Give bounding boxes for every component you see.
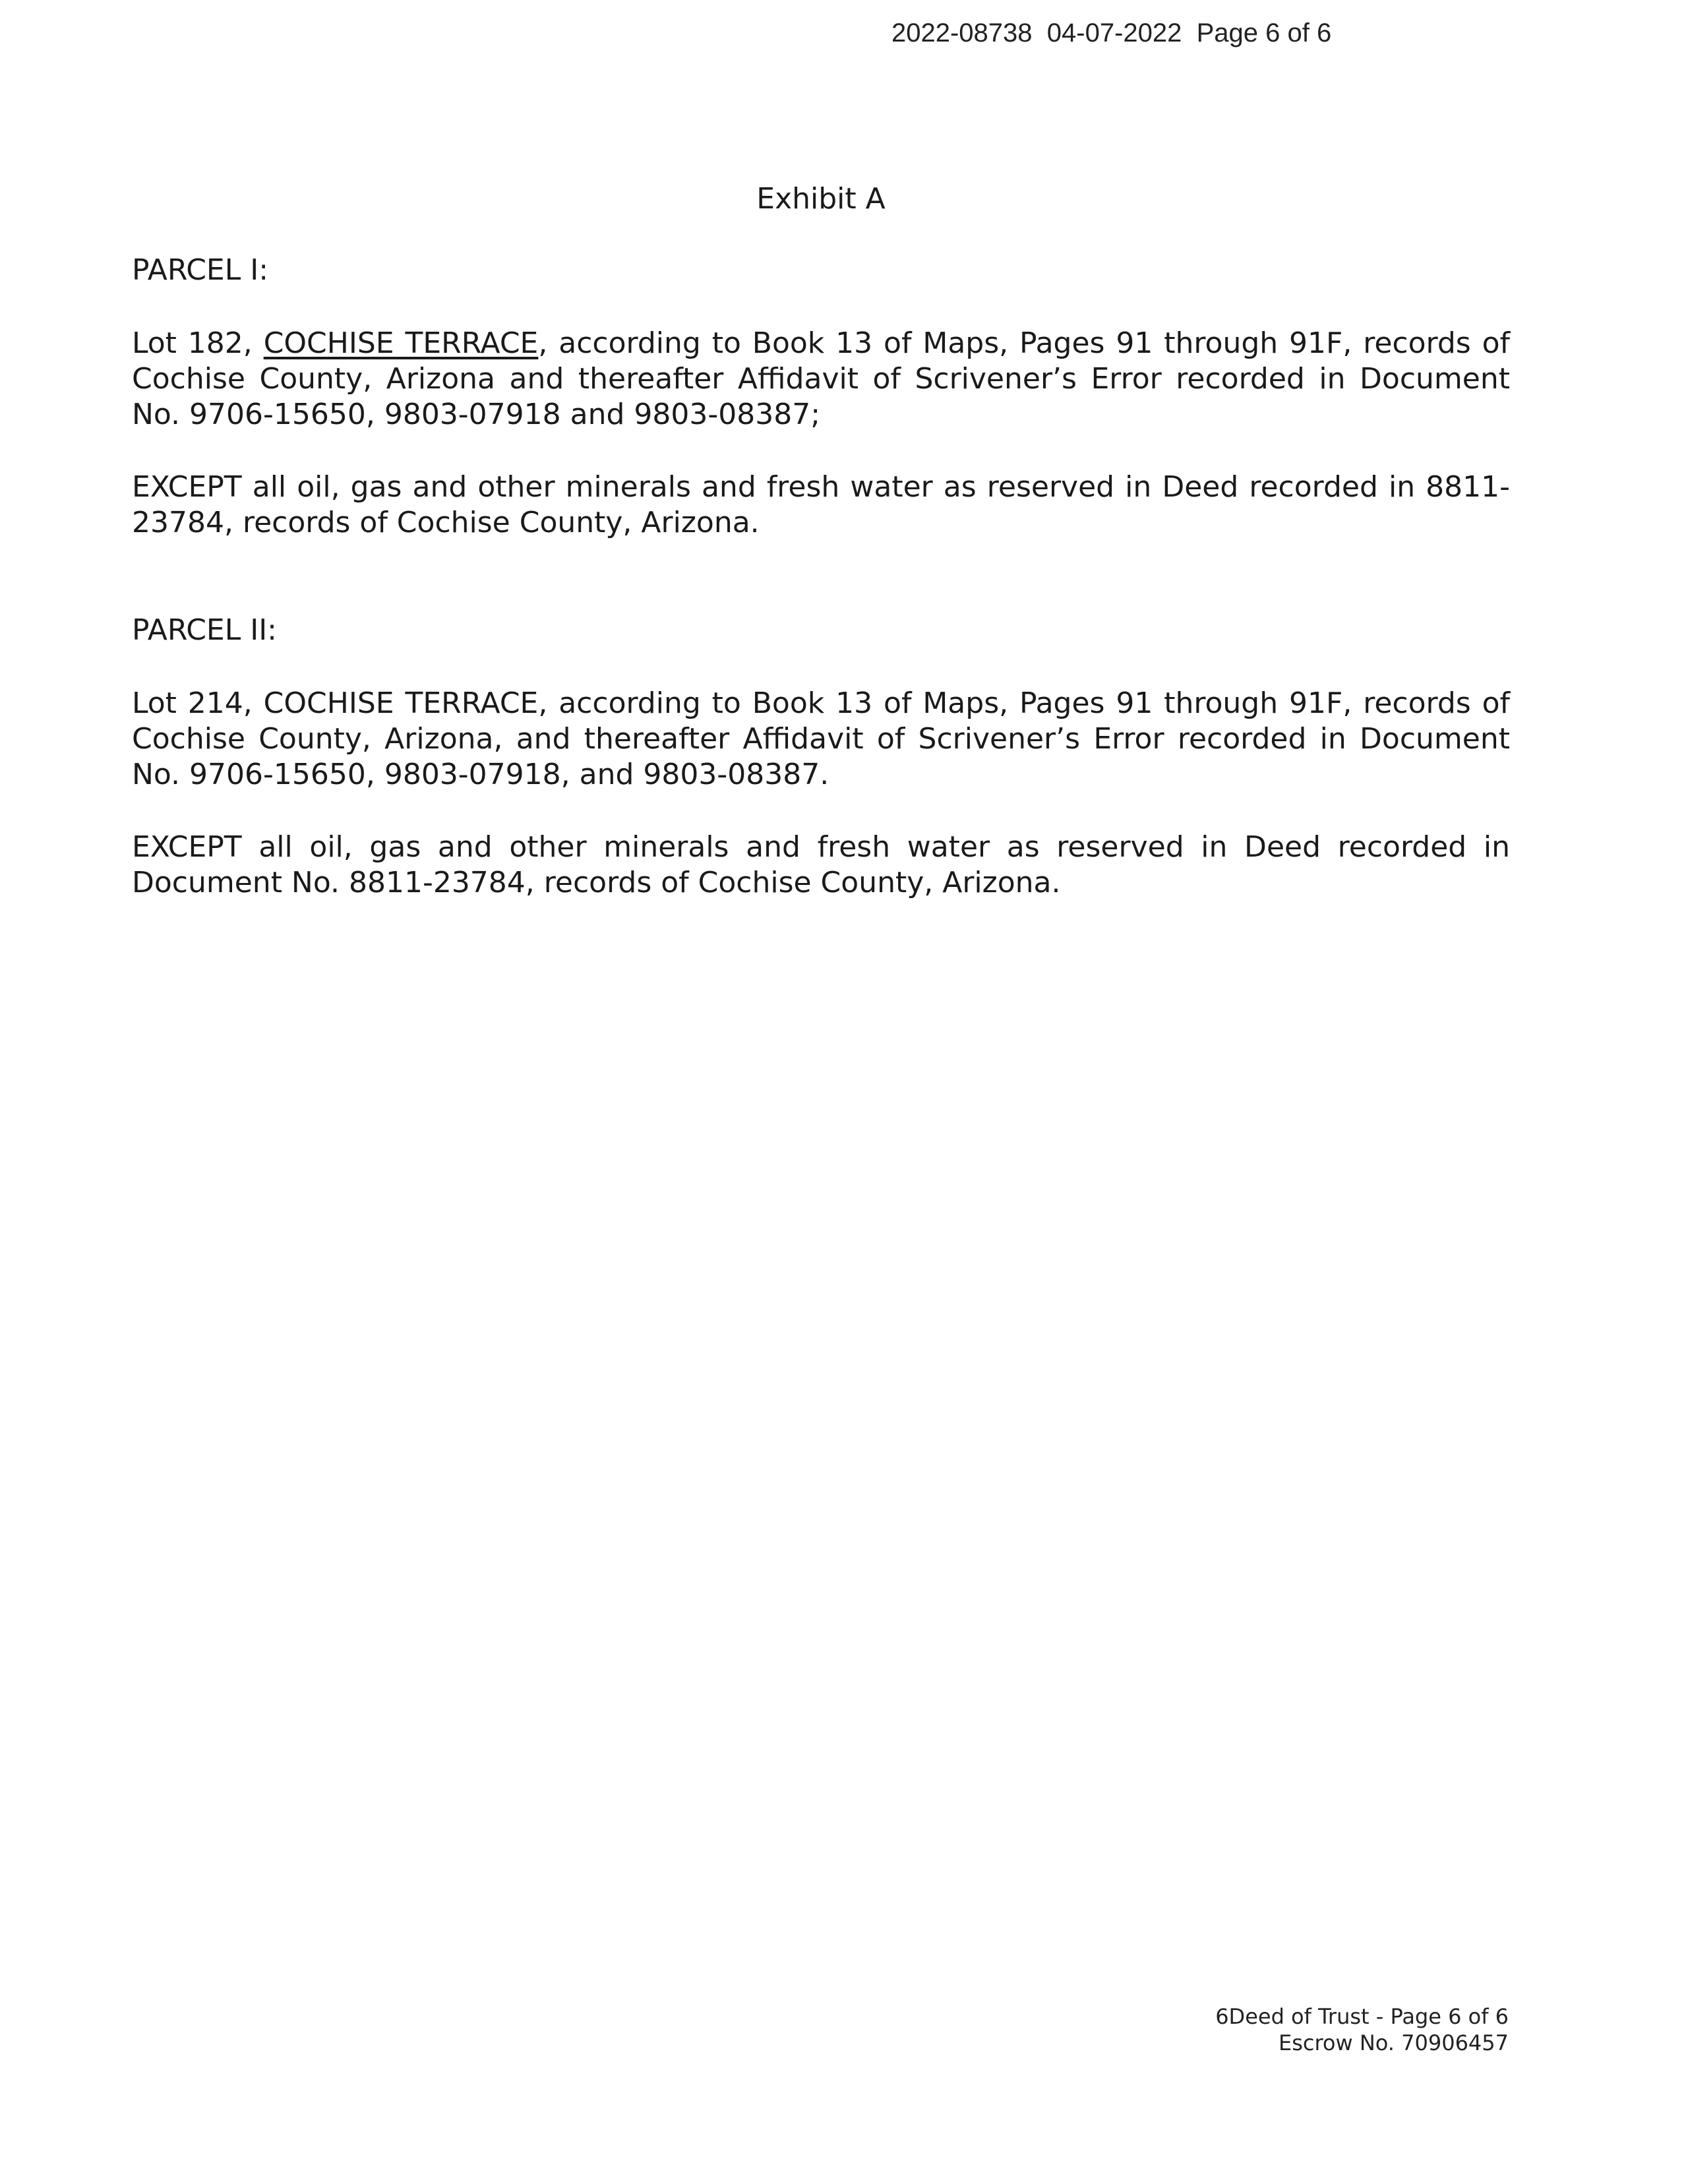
parcel-1-description xyxy=(132,326,1510,433)
parcel-2-exception: EXCEPT all oil, gas and other minerals and fresh water as reserved in Deed recorded in Document No. 8811-23784, records of Cochise County, Arizona. xyxy=(132,830,1510,899)
parcel-1-heading: PARCEL I: xyxy=(132,253,269,287)
parcel-1-description-suffix: , according to Book 13 of Maps, Pages 91 through 91F, records of Cochise County, Arizona and thereafter Affidavit of Scrivener’s Error recorded in Document No. 9706-15650, 9803-07918 and 9803-08387; xyxy=(132,326,1511,431)
parcel-1-subdivision-name: COCHISE TERRACE xyxy=(263,326,539,360)
parcel-1-description-prefix: Lot 182, xyxy=(132,326,264,360)
footer-document-page: 6Deed of Trust - Page 6 of 6 xyxy=(1215,2004,1509,2029)
recording-stamp: 2022-08738 04-07-2022 Page 6 of 6 xyxy=(891,18,1332,47)
parcel-2-heading: PARCEL II: xyxy=(132,613,277,647)
page-footer xyxy=(1215,2003,1509,2056)
parcel-1-exception: EXCEPT all oil, gas and other minerals and fresh water as reserved in Deed recorded in 8811-23784, records of Cochise County, Arizona. xyxy=(132,470,1510,539)
exhibit-title: Exhibit A xyxy=(756,182,886,216)
parcel-2-description: Lot 214, COCHISE TERRACE, according to Book 13 of Maps, Pages 91 through 91F, records of Cochise County, Arizona, and thereafter Affidavit of Scrivener’s Error recorded in Document No. 9706-15650, 9803-07918, and 9803-08387. xyxy=(132,686,1510,791)
footer-escrow-number: Escrow No. 70906457 xyxy=(1278,2030,1509,2055)
